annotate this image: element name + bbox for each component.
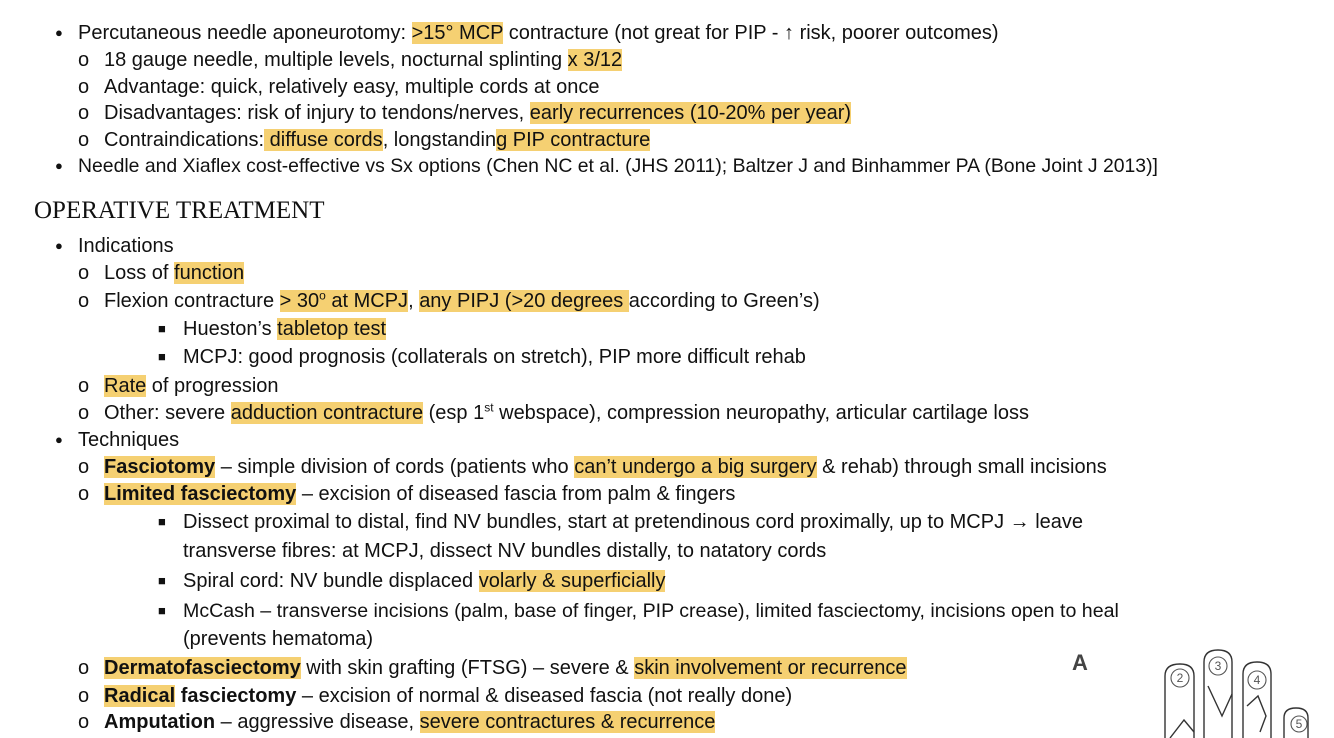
bullet-circle: o [78, 483, 90, 505]
section-heading: OPERATIVE TREATMENT [34, 197, 325, 224]
sub-needle-gauge: 18 gauge needle, multiple levels, nocturnal splinting x 3/12 [104, 49, 623, 71]
bullet-circle: o [78, 49, 90, 71]
finger-label-3: 3 [1214, 659, 1222, 673]
subsub-spiral-cord: Spiral cord: NV bundle displaced volarly & superficially [183, 570, 666, 592]
bullet-circle: o [78, 657, 90, 679]
bullet-square: ■ [158, 321, 166, 336]
bullet-disc: ● [55, 158, 63, 173]
bullet-square: ■ [158, 573, 166, 588]
bullet-circle: o [78, 290, 90, 312]
bullet-square: ■ [158, 514, 166, 529]
sub-amputation: Amputation – aggressive disease, severe contractures & recurrence [104, 711, 716, 733]
bullet-circle: o [78, 262, 90, 284]
bullet-circle: o [78, 711, 90, 733]
finger-label-2: 2 [1176, 671, 1184, 685]
subsub-mccash-line1: McCash – transverse incisions (palm, base of finger, PIP crease), limited fasciectomy, incisions open to heal [183, 600, 1119, 622]
bullet-indications: Indications [78, 235, 174, 257]
bullet-circle: o [78, 375, 90, 397]
sub-rate: Rate of progression [104, 375, 279, 397]
bullet-circle: o [78, 76, 90, 98]
bullet-disc: ● [55, 25, 63, 40]
bullet-circle: o [78, 685, 90, 707]
subsub-hueston: Hueston’s tabletop test [183, 318, 387, 340]
sub-other: Other: severe adduction contracture (esp 1st webspace), compression neuropathy, articular cartilage loss [104, 400, 1030, 424]
subsub-dissect-line1: Dissect proximal to distal, find NV bundles, start at pretendinous cord proximally, up to MCPJ → leave [183, 511, 1084, 533]
bullet-needle-aponeurotomy: Percutaneous needle aponeurotomy: >15° MCP contracture (not great for PIP - ↑ risk, poorer outcomes) [78, 22, 999, 44]
sub-fasciotomy: Fasciotomy – simple division of cords (patients who can’t undergo a big surgery & rehab) through small incisions [104, 456, 1107, 478]
sub-advantage: Advantage: quick, relatively easy, multiple cords at once [104, 76, 600, 98]
bullet-circle: o [78, 102, 90, 124]
bullet-circle: o [78, 402, 90, 424]
subsub-dissect-line2: transverse fibres: at MCPJ, dissect NV bundles distally, to natatory cords [183, 540, 827, 562]
subsub-mcpj: MCPJ: good prognosis (collaterals on stretch), PIP more difficult rehab [183, 346, 806, 368]
bullet-square: ■ [158, 603, 166, 618]
hand-figure [1062, 646, 1324, 738]
finger-label-4: 4 [1253, 673, 1261, 687]
sub-loss-of-function: Loss of function [104, 262, 245, 284]
finger-label-5: 5 [1295, 717, 1303, 731]
figure-label: A [1072, 650, 1088, 675]
bullet-square: ■ [158, 349, 166, 364]
sub-dermatofasciectomy: Dermatofasciectomy with skin grafting (FTSG) – severe & skin involvement or recurrence [104, 657, 907, 679]
sub-disadvantages: Disadvantages: risk of injury to tendons/nerves, early recurrences (10-20% per year) [104, 102, 852, 124]
sub-contraindications: Contraindications: diffuse cords, longstanding PIP contracture [104, 129, 651, 151]
bullet-disc: ● [55, 432, 63, 447]
bullet-cost-effective: Needle and Xiaflex cost-effective vs Sx options (Chen NC et al. (JHS 2011); Baltzer J and Binhammer PA (Bone Joint J 2013)] [78, 155, 1158, 177]
subsub-mccash-line2: (prevents hematoma) [183, 628, 374, 650]
bullet-circle: o [78, 129, 90, 151]
sub-radical-fasciectomy: Radical fasciectomy – excision of normal & diseased fascia (not really done) [104, 685, 793, 707]
sub-flexion-contracture: Flexion contracture > $30^o$ at MCPJ, any PIPJ (>20 degrees according to Green’s) [104, 288, 820, 312]
sub-limited-fasciectomy: Limited fasciectomy – excision of diseased fascia from palm & fingers [104, 483, 736, 505]
bullet-techniques: Techniques [78, 429, 180, 451]
bullet-circle: o [78, 456, 90, 478]
bullet-disc: ● [55, 238, 63, 253]
